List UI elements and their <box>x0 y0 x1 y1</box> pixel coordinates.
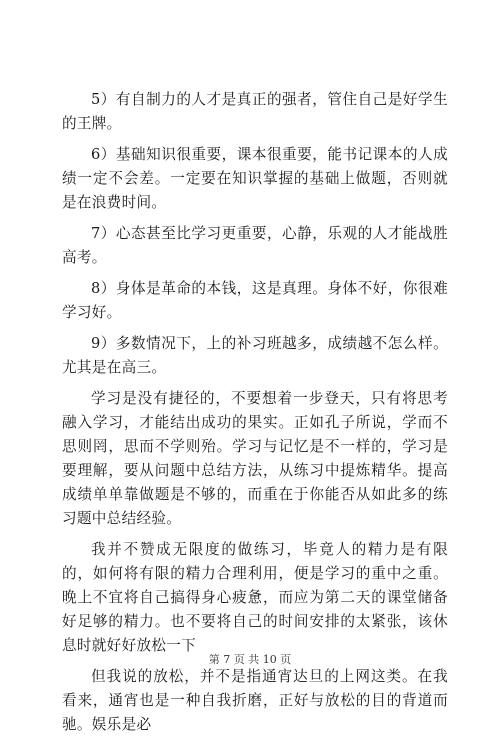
page-footer: 第 7 页 共 10 页 <box>208 653 292 666</box>
paragraph-item-7: 7）心态甚至比学习更重要，心静，乐观的人才能战胜高考。 <box>62 225 448 266</box>
paragraph-relaxation: 但我说的放松，并不是指通宵达旦的上网这类。在我看来，通宵也是一种自我折磨，正好与放松的目的背道而驰。娱乐是必 <box>62 668 448 733</box>
document-body <box>62 88 448 744</box>
paragraph-no-shortcut: 学习是没有捷径的，不要想着一步登天，只有将思考融入学习，才能结出成功的果实。正如孔子所说，学而不思则罔，思而不学则殆。学习与记忆是不一样的，学习是要理解，要从问题中总结方法，从练习中提炼精华。提高成绩单单靠做题是不够的，而重在于你能否从如此多的练习题中总结经验。 <box>62 390 448 527</box>
paragraph-item-9: 9）多数情况下，上的补习班越多，成绩越不怎么样。尤其是在高三。 <box>62 335 448 376</box>
paragraph-item-6: 6）基础知识很重要，课本很重要，能书记课本的人成绩一定不会差。一定要在知识掌握的基础上做题，否则就是在浪费时间。 <box>62 146 448 211</box>
paragraph-practice-limit: 我并不赞成无限度的做练习，毕竟人的精力是有限的，如何将有限的精力合理利用，便是学习的重中之重。晚上不宜将自己搞得身心疲惫，而应为第二天的课堂储备好足够的精力。也不要将自己的时间安排的太紧张，该休息时就好好放松一下 <box>62 541 448 654</box>
paragraph-item-8: 8）身体是革命的本钱，这是真理。身体不好，你很难学习好。 <box>62 280 448 321</box>
paragraph-item-5: 5）有自制力的人才是真正的强者，管住自己是好学生的王牌。 <box>62 91 448 132</box>
